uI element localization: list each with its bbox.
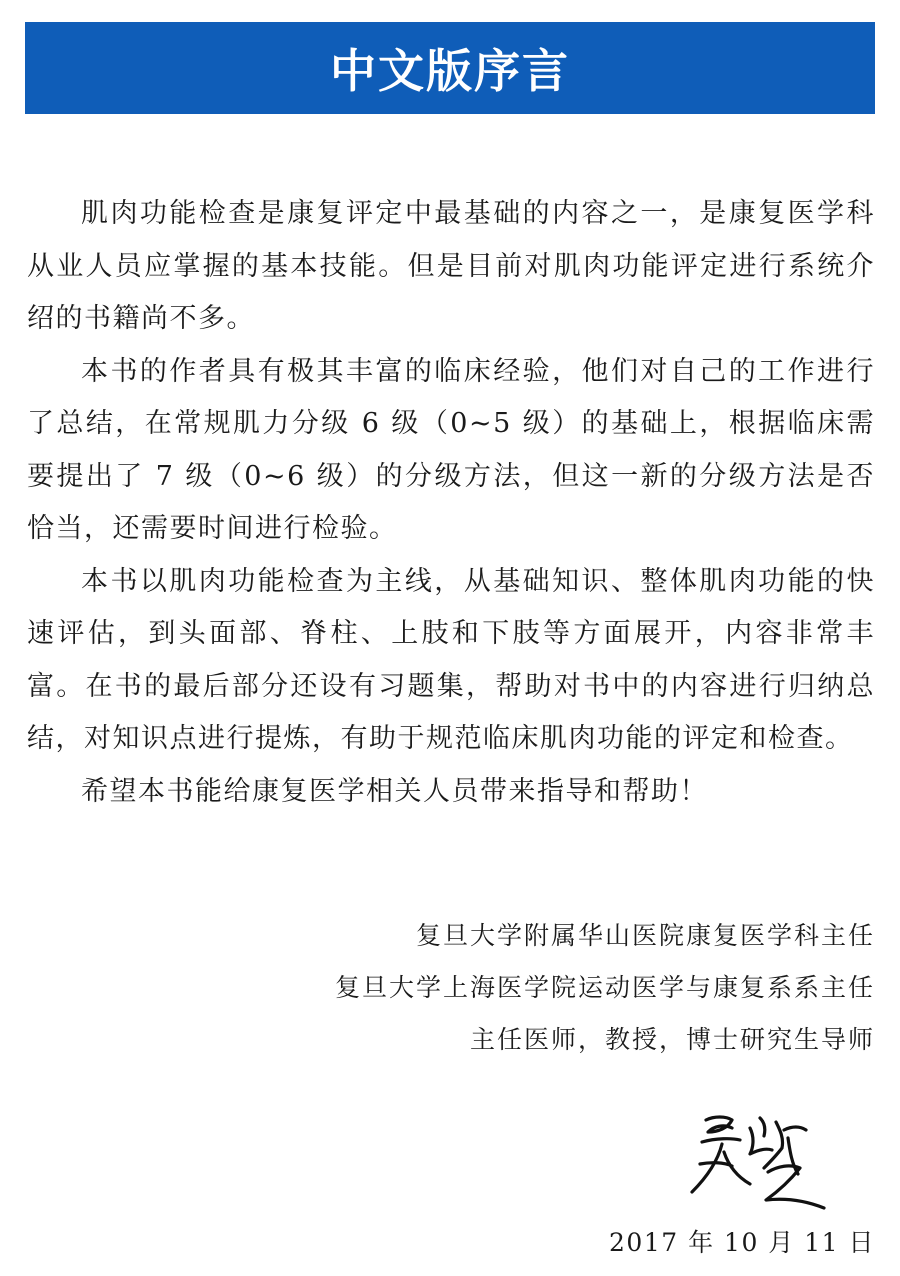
paragraph-4: 希望本书能给康复医学相关人员带来指导和帮助！	[81, 775, 708, 807]
author-affiliations	[335, 910, 875, 1066]
paragraph-3: 本书以肌肉功能检查为主线，从基础知识、整体肌肉功能的快速评估，到头面部、脊柱、上肢和下肢等方面展开，内容非常丰富。在书的最后部分还设有习题集，帮助对书中的内容进行归纳总结，对知识点进行提炼，有助于规范临床肌肉功能的评定和检查。	[27, 565, 875, 754]
page-title: 中文版序言	[330, 44, 570, 98]
affiliation-line-2: 复旦大学上海医学院运动医学与康复系系主任	[334, 973, 875, 1002]
affiliation-line-3: 主任医师，教授，博士研究生导师	[469, 1025, 875, 1054]
preface-body	[27, 188, 875, 818]
handwritten-signature	[680, 1108, 830, 1216]
paragraph-2: 本书的作者具有极其丰富的临床经验，他们对自己的工作进行了总结，在常规肌力分级 6 级（0~5 级）的基础上，根据临床需要提出了 7 级（0~6 级）的分级方法，但这一新的分级方法是否恰当，还需要时间进行检验。	[27, 355, 875, 544]
paragraph-1: 肌肉功能检查是康复评定中最基础的内容之一，是康复医学科从业人员应掌握的基本技能。但是目前对肌肉功能评定进行系统介绍的书籍尚不多。	[27, 198, 875, 334]
affiliation-line-1: 复旦大学附属华山医院康复医学科主任	[415, 921, 875, 950]
title-banner	[25, 22, 875, 114]
date: 2017 年 10 月 11 日	[609, 1228, 875, 1257]
